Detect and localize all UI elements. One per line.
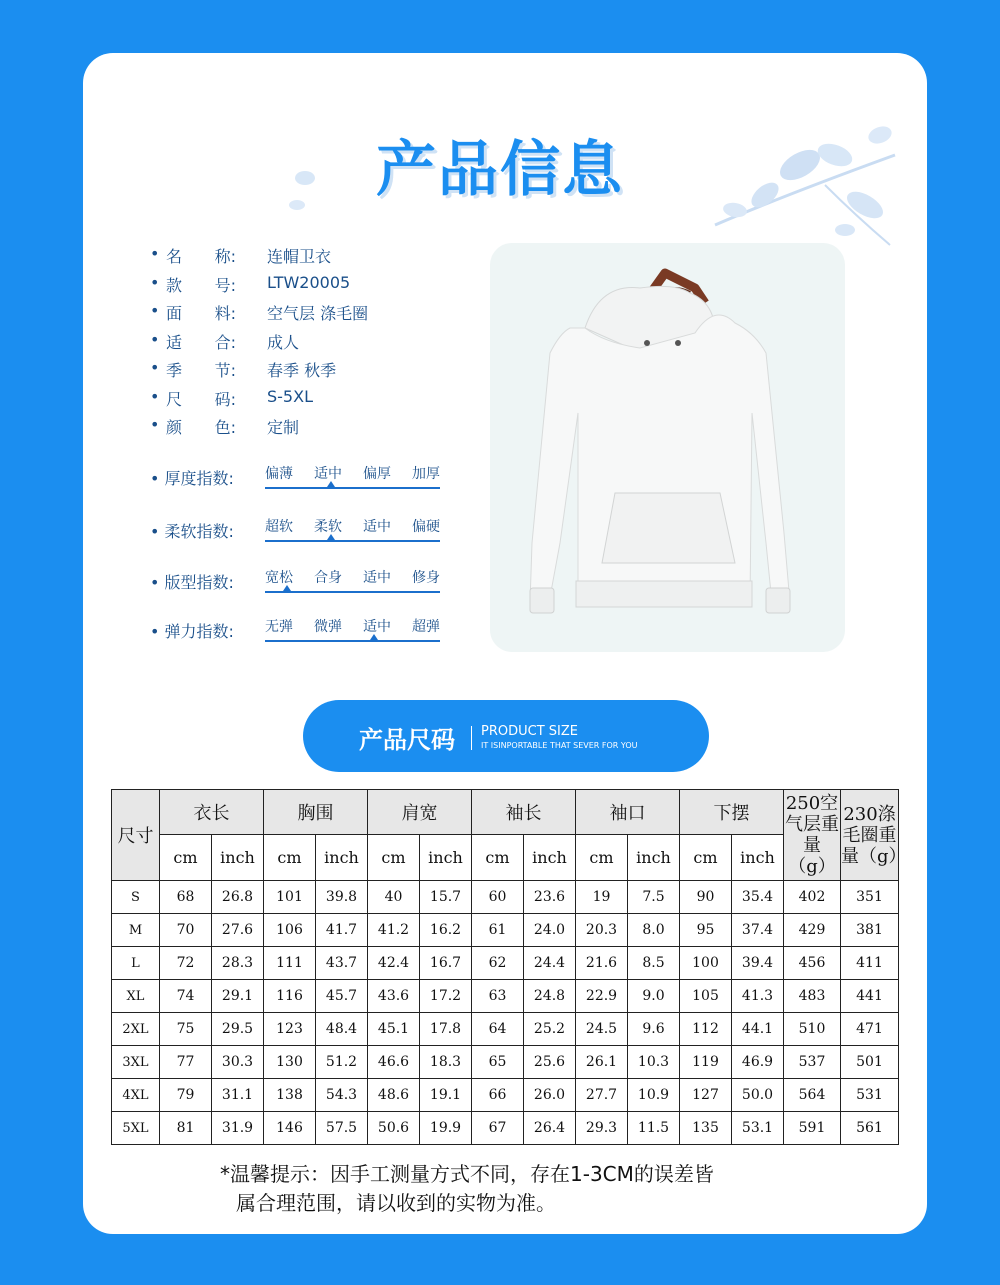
spec-key: [166, 387, 236, 410]
product-photo: [490, 243, 845, 652]
scale-option: 无弹: [265, 619, 293, 635]
table-header-row: [112, 790, 899, 835]
spec-key-char2: 号:: [214, 275, 236, 295]
table-cell: 42.4: [368, 947, 420, 980]
scale-option: 修身: [412, 570, 440, 586]
group-header: 肩宽: [368, 790, 472, 835]
spec-key-char1: 名: [166, 247, 183, 266]
table-cell: 27.6: [212, 914, 264, 947]
table-cell: 29.1: [212, 980, 264, 1013]
scale-marker: [327, 534, 335, 540]
table-cell: 100: [680, 947, 732, 980]
scale-option: 超弹: [412, 619, 440, 635]
index-label-text: 柔软指数:: [164, 522, 234, 541]
group-header: 衣长: [160, 790, 264, 835]
table-cell: 24.4: [524, 947, 576, 980]
table-cell: 9.6: [628, 1013, 680, 1046]
size-label: 5XL: [112, 1112, 160, 1145]
table-row: [112, 1013, 899, 1046]
table-cell: 26.8: [212, 881, 264, 914]
table-cell: 111: [264, 947, 316, 980]
table-cell: 19.1: [420, 1079, 472, 1112]
table-cell: 45.1: [368, 1013, 420, 1046]
table-cell: 72: [160, 947, 212, 980]
unit-cm: cm: [472, 835, 524, 881]
scale-option: 适中: [363, 619, 391, 635]
spec-key-char1: 款: [166, 275, 183, 295]
table-cell: 8.5: [628, 947, 680, 980]
table-cell: 105: [680, 980, 732, 1013]
spec-key: [166, 273, 236, 296]
spec-key: [166, 301, 236, 324]
table-cell: 43.7: [316, 947, 368, 980]
table-cell: 381: [841, 914, 899, 947]
table-cell: 119: [680, 1046, 732, 1079]
scale-option: 适中: [314, 466, 342, 482]
table-cell: 15.7: [420, 881, 472, 914]
table-cell: 26.4: [524, 1112, 576, 1145]
spec-value: 春季 秋季: [267, 361, 337, 380]
scale-line: [265, 640, 440, 642]
table-cell: 27.7: [576, 1079, 628, 1112]
table-cell: 79: [160, 1079, 212, 1112]
table-cell: 116: [264, 980, 316, 1013]
table-cell: 35.4: [732, 881, 784, 914]
table-cell: 70: [160, 914, 212, 947]
group-header: 袖长: [472, 790, 576, 835]
group-header: 下摆: [680, 790, 784, 835]
scale-option: 合身: [314, 570, 342, 586]
corner-cell: 尺寸: [112, 790, 160, 881]
section-title: 产品尺码: [359, 726, 455, 754]
unit-inch: inch: [212, 835, 264, 881]
size-label: XL: [112, 980, 160, 1013]
table-cell: 456: [784, 947, 841, 980]
table-cell: 8.0: [628, 914, 680, 947]
bullet-icon: •: [150, 329, 160, 349]
table-cell: 561: [841, 1112, 899, 1145]
table-row: [112, 1112, 899, 1145]
table-row: [112, 914, 899, 947]
table-cell: 101: [264, 881, 316, 914]
table-cell: 31.9: [212, 1112, 264, 1145]
table-cell: 81: [160, 1112, 212, 1145]
unit-cm: cm: [160, 835, 212, 881]
spec-value: 定制: [267, 418, 300, 437]
spec-value: S-5XL: [267, 386, 313, 406]
table-cell: 25.2: [524, 1013, 576, 1046]
spec-key-char2: 色:: [214, 418, 236, 437]
table-cell: 20.3: [576, 914, 628, 947]
table-cell: 510: [784, 1013, 841, 1046]
bullet-icon: •: [150, 622, 160, 641]
table-row: [112, 947, 899, 980]
table-cell: 130: [264, 1046, 316, 1079]
table-cell: 10.3: [628, 1046, 680, 1079]
table-cell: 46.6: [368, 1046, 420, 1079]
table-cell: 31.1: [212, 1079, 264, 1112]
group-header: 胸围: [264, 790, 368, 835]
table-cell: 57.5: [316, 1112, 368, 1145]
spec-key-char1: 颜: [166, 418, 183, 437]
table-cell: 11.5: [628, 1112, 680, 1145]
unit-cm: cm: [680, 835, 732, 881]
table-cell: 37.4: [732, 914, 784, 947]
weight-header: 250空气层重量（g）: [784, 790, 841, 881]
bullet-icon: •: [150, 244, 160, 263]
table-cell: 95: [680, 914, 732, 947]
hoodie-image: [490, 243, 845, 652]
table-cell: 411: [841, 947, 899, 980]
index-scale: [265, 516, 440, 546]
table-cell: 26.0: [524, 1079, 576, 1112]
table-cell: 24.0: [524, 914, 576, 947]
table-cell: 77: [160, 1046, 212, 1079]
table-cell: 39.8: [316, 881, 368, 914]
unit-cm: cm: [368, 835, 420, 881]
table-cell: 138: [264, 1079, 316, 1112]
unit-inch: inch: [420, 835, 472, 881]
scale-option: 微弹: [314, 619, 342, 635]
table-cell: 41.3: [732, 980, 784, 1013]
spec-key-char2: 合:: [214, 332, 236, 352]
spec-value: 成人: [267, 332, 300, 352]
index-label: [150, 619, 234, 642]
table-cell: 61: [472, 914, 524, 947]
unit-cm: cm: [264, 835, 316, 881]
table-cell: 7.5: [628, 881, 680, 914]
spec-key-char1: 季: [166, 361, 183, 380]
index-scale: [265, 616, 440, 646]
spec-key-char2: 料:: [214, 304, 236, 323]
unit-inch: inch: [524, 835, 576, 881]
spec-key-char2: 称:: [214, 247, 236, 266]
scale-line: [265, 591, 440, 593]
table-cell: 21.6: [576, 947, 628, 980]
unit-header-row: [112, 835, 899, 881]
table-cell: 50.6: [368, 1112, 420, 1145]
table-cell: 17.8: [420, 1013, 472, 1046]
table-cell: 54.3: [316, 1079, 368, 1112]
table-cell: 65: [472, 1046, 524, 1079]
scale-line: [265, 487, 440, 489]
table-cell: 48.6: [368, 1079, 420, 1112]
table-cell: 441: [841, 980, 899, 1013]
table-cell: 28.3: [212, 947, 264, 980]
table-cell: 53.1: [732, 1112, 784, 1145]
table-cell: 46.9: [732, 1046, 784, 1079]
table-row: [112, 881, 899, 914]
table-cell: 146: [264, 1112, 316, 1145]
table-cell: 60: [472, 881, 524, 914]
bullet-icon: •: [150, 573, 160, 592]
section-header: [303, 700, 709, 772]
table-cell: 127: [680, 1079, 732, 1112]
bullet-icon: •: [150, 415, 160, 434]
spec-key-char1: 面: [166, 304, 183, 323]
scale-option: 适中: [363, 519, 391, 535]
size-label: S: [112, 881, 160, 914]
table-cell: 24.8: [524, 980, 576, 1013]
unit-inch: inch: [732, 835, 784, 881]
size-label: 4XL: [112, 1079, 160, 1112]
spec-key: [166, 358, 236, 381]
bullet-icon: •: [150, 522, 160, 541]
table-cell: 591: [784, 1112, 841, 1145]
bullet-icon: •: [150, 272, 160, 292]
table-cell: 17.2: [420, 980, 472, 1013]
warm-tip-line1: *温馨提示：因手工测量方式不同，存在1-3CM的误差皆: [220, 1162, 714, 1186]
table-cell: 123: [264, 1013, 316, 1046]
table-cell: 402: [784, 881, 841, 914]
table-cell: 51.2: [316, 1046, 368, 1079]
group-header: 袖口: [576, 790, 680, 835]
table-cell: 471: [841, 1013, 899, 1046]
table-cell: 39.4: [732, 947, 784, 980]
index-label-text: 厚度指数:: [164, 469, 234, 488]
table-cell: 112: [680, 1013, 732, 1046]
bullet-icon: •: [150, 469, 160, 488]
spec-key: [166, 244, 236, 267]
section-title-en: PRODUCT SIZE: [481, 724, 578, 739]
size-label: 2XL: [112, 1013, 160, 1046]
table-cell: 537: [784, 1046, 841, 1079]
table-cell: 90: [680, 881, 732, 914]
bullet-icon: •: [150, 301, 160, 320]
table-cell: 64: [472, 1013, 524, 1046]
size-label: L: [112, 947, 160, 980]
spec-value: LTW20005: [267, 272, 351, 292]
page-title: 产品信息: [376, 135, 624, 205]
scale-option: 宽松: [265, 570, 293, 586]
table-row: [112, 1079, 899, 1112]
bullet-icon: •: [150, 386, 160, 406]
table-cell: 48.4: [316, 1013, 368, 1046]
scale-option: 偏厚: [363, 466, 391, 482]
spec-key-char1: 适: [166, 332, 183, 352]
table-cell: 23.6: [524, 881, 576, 914]
bullet-icon: •: [150, 358, 160, 377]
table-cell: 68: [160, 881, 212, 914]
table-cell: 41.7: [316, 914, 368, 947]
unit-inch: inch: [316, 835, 368, 881]
table-cell: 29.3: [576, 1112, 628, 1145]
scale-line: [265, 540, 440, 542]
unit-inch: inch: [628, 835, 680, 881]
scale-marker: [327, 481, 335, 487]
table-cell: 16.7: [420, 947, 472, 980]
table-cell: 29.5: [212, 1013, 264, 1046]
table-cell: 564: [784, 1079, 841, 1112]
warm-tip-line2: 属合理范围，请以收到的实物为准。: [236, 1191, 556, 1215]
table-cell: 74: [160, 980, 212, 1013]
table-cell: 24.5: [576, 1013, 628, 1046]
index-label-text: 弹力指数:: [164, 622, 234, 641]
table-cell: 45.7: [316, 980, 368, 1013]
table-cell: 483: [784, 980, 841, 1013]
scale-option: 柔软: [314, 519, 342, 535]
table-cell: 67: [472, 1112, 524, 1145]
table-cell: 25.6: [524, 1046, 576, 1079]
table-cell: 18.3: [420, 1046, 472, 1079]
table-cell: 19: [576, 881, 628, 914]
table-cell: 30.3: [212, 1046, 264, 1079]
table-cell: 16.2: [420, 914, 472, 947]
spec-value: 连帽卫衣: [267, 247, 332, 266]
scale-marker: [370, 634, 378, 640]
table-cell: 62: [472, 947, 524, 980]
spec-key-char1: 尺: [166, 389, 183, 409]
table-cell: 135: [680, 1112, 732, 1145]
table-cell: 75: [160, 1013, 212, 1046]
index-label: [150, 519, 234, 542]
table-cell: 63: [472, 980, 524, 1013]
table-cell: 10.9: [628, 1079, 680, 1112]
table-row: [112, 980, 899, 1013]
table-row: [112, 1046, 899, 1079]
section-subtitle-en: IT ISINPORTABLE THAT SEVER FOR YOU: [481, 741, 638, 750]
scale-option: 加厚: [412, 466, 440, 482]
warm-tip: [220, 1160, 714, 1218]
spec-key: [166, 415, 236, 438]
index-label: [150, 570, 234, 593]
index-label-text: 版型指数:: [164, 573, 234, 592]
size-table: [111, 789, 907, 1145]
scale-option: 适中: [363, 570, 391, 586]
scale-option: 偏硬: [412, 519, 440, 535]
scale-option: 超软: [265, 519, 293, 535]
size-label: 3XL: [112, 1046, 160, 1079]
index-scale: [265, 463, 440, 493]
table-cell: 351: [841, 881, 899, 914]
table-cell: 22.9: [576, 980, 628, 1013]
spec-value: 空气层 涤毛圈: [267, 304, 369, 323]
size-label: M: [112, 914, 160, 947]
table-cell: 106: [264, 914, 316, 947]
divider: [471, 726, 472, 750]
spec-key: [166, 330, 236, 353]
index-label: [150, 466, 234, 489]
spec-key-char2: 节:: [214, 361, 236, 380]
index-scale: [265, 567, 440, 597]
table-cell: 41.2: [368, 914, 420, 947]
unit-cm: cm: [576, 835, 628, 881]
spec-key-char2: 码:: [214, 389, 236, 409]
table-cell: 43.6: [368, 980, 420, 1013]
table-cell: 9.0: [628, 980, 680, 1013]
table-cell: 40: [368, 881, 420, 914]
table-cell: 26.1: [576, 1046, 628, 1079]
table-cell: 19.9: [420, 1112, 472, 1145]
table-cell: 501: [841, 1046, 899, 1079]
scale-marker: [283, 585, 291, 591]
table-cell: 44.1: [732, 1013, 784, 1046]
table-cell: 531: [841, 1079, 899, 1112]
weight-header: 230涤毛圈重量（g）: [841, 790, 899, 881]
table-cell: 50.0: [732, 1079, 784, 1112]
table-cell: 429: [784, 914, 841, 947]
table-cell: 66: [472, 1079, 524, 1112]
scale-option: 偏薄: [265, 466, 293, 482]
